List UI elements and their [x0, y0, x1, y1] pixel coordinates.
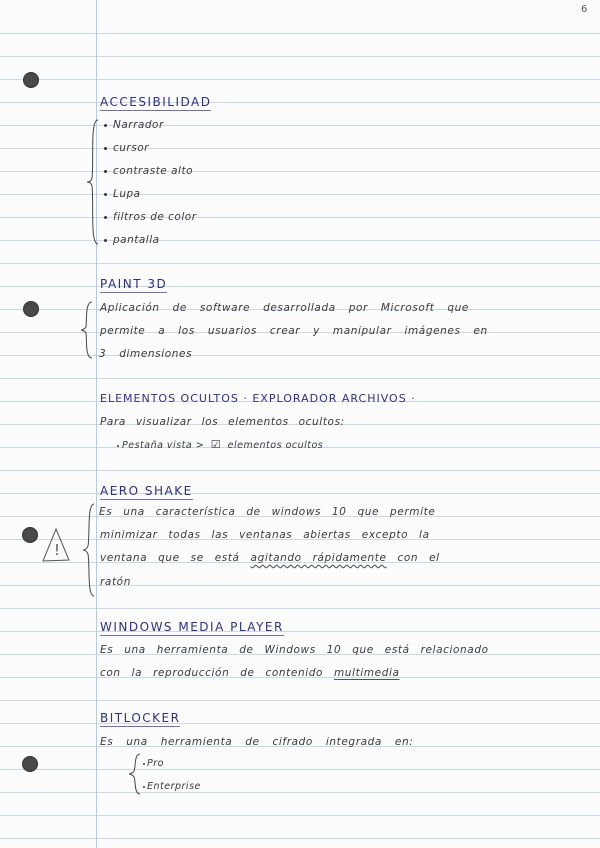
aero-line-1: Es una característica de windows 10 que permite: [99, 506, 436, 518]
warning-icon: [41, 527, 71, 563]
warning-exclamation: !: [54, 541, 61, 559]
list-item: [104, 211, 197, 223]
heading-paint3d: [100, 277, 167, 291]
list-item: [143, 781, 201, 792]
wmp-line-2: [100, 667, 400, 679]
list-item-text: cursor: [113, 142, 149, 154]
checkbox-checked-icon: ☑: [210, 438, 222, 451]
heading-paint3d-text: PAINT 3D: [100, 277, 168, 291]
elementos-item-suffix: elementos ocultos: [227, 440, 324, 451]
heading-elementos-ocultos: [100, 392, 416, 405]
heading-accesibilidad-text: ACCESIBILIDAD: [100, 95, 212, 109]
heading-wmp-text: WINDOWS MEDIA PLAYER: [100, 620, 284, 634]
brace-aero-shake: [82, 502, 96, 598]
wmp-highlight: multimedia: [333, 667, 400, 679]
paint3d-line-2: permite a los usuarios crear y manipular imágenes en: [100, 325, 488, 337]
list-item: [104, 119, 164, 131]
heading-bitlocker: [100, 711, 180, 725]
heading-aero-shake: [100, 484, 193, 498]
aero-highlight: agitando rápidamente: [250, 552, 387, 564]
heading-windows-media-player: [100, 620, 284, 634]
list-item-text: filtros de color: [113, 211, 197, 223]
list-item: [104, 234, 160, 246]
wmp-line-1: Es una herramienta de Windows 10 que está relacionado: [100, 644, 489, 656]
elementos-intro: Para visualizar los elementos ocultos:: [100, 416, 345, 428]
paint3d-line-1: Aplicación de software desarrollada por Microsoft que: [100, 302, 469, 314]
binder-hole: [22, 756, 38, 772]
binder-hole: [23, 72, 39, 88]
list-item-text: Enterprise: [147, 781, 201, 792]
brace-paint3d: [80, 300, 94, 360]
binder-hole: [23, 301, 39, 317]
list-item: [104, 165, 193, 177]
heading-elementos-ocultos-text: ELEMENTOS OCULTOS · EXPLORADOR ARCHIVOS ·: [100, 392, 416, 405]
page-number: 6: [581, 4, 588, 15]
elementos-item-prefix: Pestaña vista >: [122, 440, 205, 451]
aero-line-2: minimizar todas las ventanas abiertas excepto la: [100, 529, 430, 541]
wmp-line-2-a: con la reproducción de contenido: [100, 667, 324, 679]
list-item-text: Lupa: [113, 188, 141, 200]
heading-accesibilidad: [100, 95, 211, 109]
list-item-text: contraste alto: [113, 165, 193, 177]
heading-bitlocker-text: BITLOCKER: [100, 711, 181, 725]
list-item: [104, 188, 141, 200]
elementos-item: [117, 438, 323, 451]
brace-accesibilidad: [86, 118, 100, 246]
aero-line-3-a: ventana que se está: [100, 552, 240, 564]
bitlocker-intro: Es una herramienta de cifrado integrada en:: [100, 736, 414, 748]
paint3d-line-3: 3 dimensiones: [99, 348, 193, 360]
heading-aero-shake-text: AERO SHAKE: [100, 484, 193, 498]
list-item-text: pantalla: [113, 234, 160, 246]
aero-line-3: [100, 552, 440, 564]
list-item-text: Narrador: [113, 119, 164, 131]
list-item: [104, 142, 149, 154]
aero-line-3-b: con el: [397, 552, 440, 564]
aero-line-4: ratón: [100, 576, 131, 588]
brace-bitlocker: [128, 752, 142, 796]
list-item-text: Pro: [147, 758, 164, 769]
list-item: [143, 758, 164, 769]
binder-hole: [22, 527, 38, 543]
